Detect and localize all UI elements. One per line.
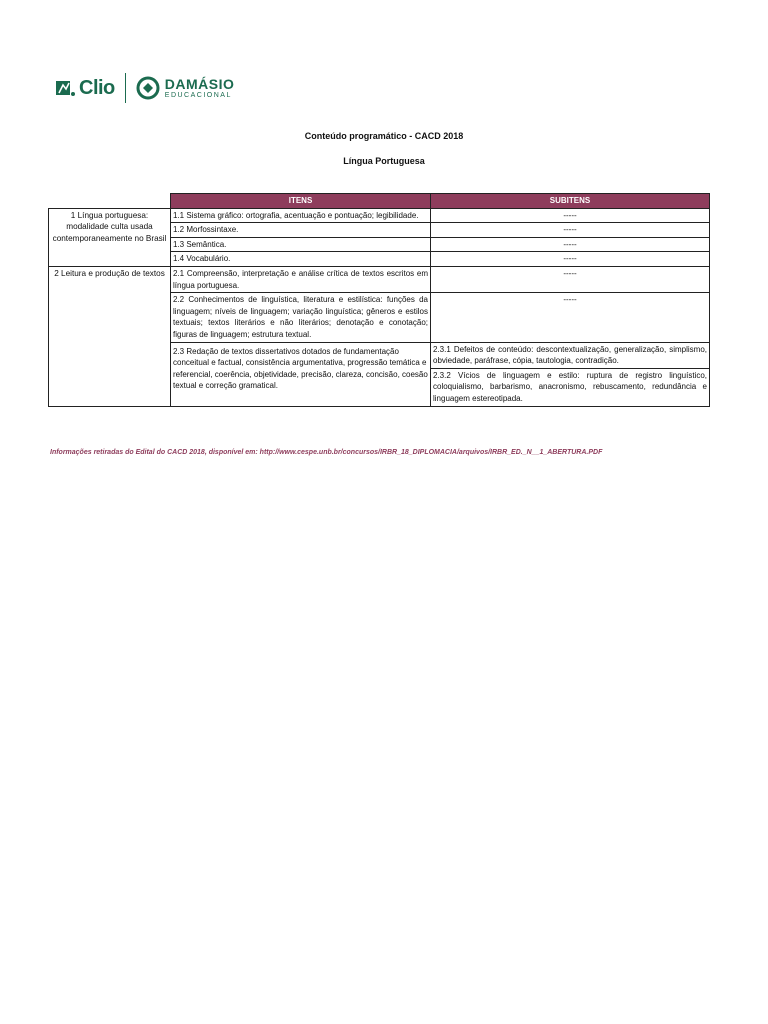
item-cell: 2.2 Conhecimentos de linguística, literatura e estilística: funções da linguagem; níveis de linguagem; variação linguística; gêneros e estilos textuais; textos literários e não literários; denotação e conotação; figuras de linguagem; estrutura textual. [171,293,431,342]
damasio-logo [136,76,235,100]
blank-header-cell [49,194,171,209]
document-title: Conteúdo programático - CACD 2018 [304,131,464,141]
table-header-row [49,194,710,209]
clio-logo-text: Clio [79,76,115,99]
item-cell: 2.3 Redação de textos dissertativos dotados de fundamentação conceitual e factual, consistência argumentativa, progressão temática e referencial, coerência, objetividade, precisão, clareza, concisão, coesão textual e correção gramatical. [171,342,431,406]
damasio-logo-title: DAMÁSIO [164,76,235,92]
item-cell: 2.1 Compreensão, interpretação e análise crítica de textos escritos em língua portuguesa. [171,266,431,292]
item-cell: 1.4 Vocabulário. [171,252,431,267]
program-table [48,193,710,407]
subitem-cell: 2.3.2 Vícios de linguagem e estilo: ruptura de registro linguístico, coloquialismo, barbarismo, anacronismo, rebuscamento, redundância e linguagem estereotipada. [431,368,710,406]
subitem-cell: ----- [431,237,710,252]
source-footnote: Informações retiradas do Edital do CACD 2018, disponível em: http://www.cespe.unb.br/concursos/IRBR_18_DIPLOMACIA/arquivos/IRBR_ED._N__1_ABERTURA.PDF [50,449,603,456]
subitens-header: SUBITENS [431,194,710,209]
item-cell: 1.2 Morfossintaxe. [171,223,431,238]
subitem-cell: ----- [431,252,710,267]
topic-cell: 2 Leitura e produção de textos [49,266,171,406]
table-row [49,208,710,223]
item-cell: 1.3 Semântica. [171,237,431,252]
subitem-cell: 2.3.1 Defeitos de conteúdo: descontextualização, generalização, simplismo, obviedade, paráfrase, cópia, tautologia, contradição. [431,342,710,368]
document-subtitle: Língua Portuguesa [343,156,425,166]
logo-divider [125,73,126,103]
damasio-logo-subtitle: EDUCACIONAL [164,92,232,99]
damasio-emblem-icon [136,76,160,100]
clio-logo [55,77,115,100]
subitem-cell: ----- [431,208,710,223]
subitem-cell: ----- [431,266,710,292]
subitem-cell: ----- [431,293,710,342]
logo-bar [55,72,234,104]
itens-header: ITENS [171,194,431,209]
topic-cell: 1 Língua portuguesa: modalidade culta usada contemporaneamente no Brasil [49,208,171,266]
item-cell: 1.1 Sistema gráfico: ortografia, acentuação e pontuação; legibilidade. [171,208,431,223]
table-row [49,266,710,292]
clio-emblem-icon [55,77,77,99]
subitem-cell: ----- [431,223,710,238]
